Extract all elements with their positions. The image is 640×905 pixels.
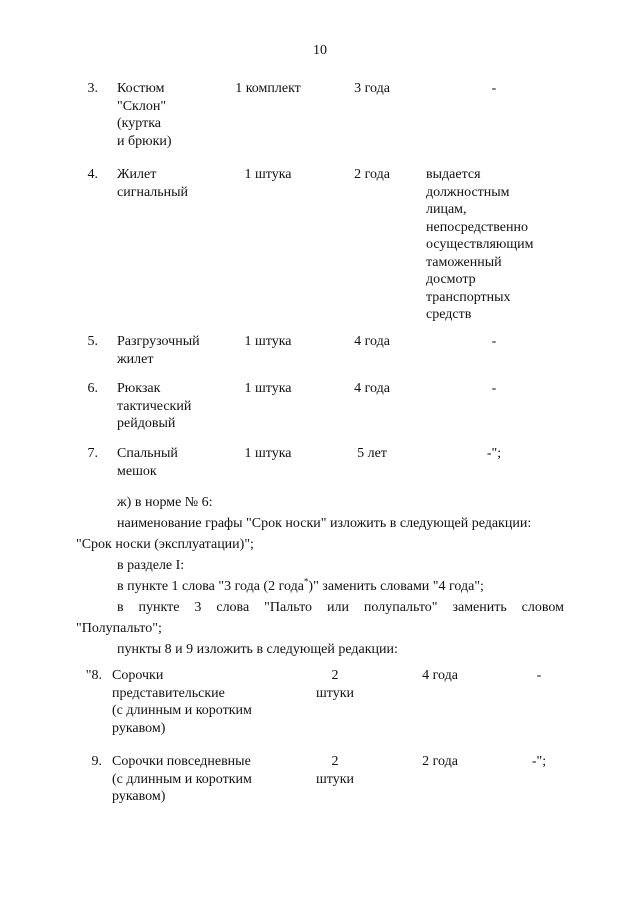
item-term: 2 года xyxy=(422,754,458,769)
item-quantity: 1 штука xyxy=(244,167,292,182)
item-term: 3 года xyxy=(354,81,390,96)
paragraph: в пункте 1 слова "3 года (2 года*)" заменить словами "4 года"; xyxy=(117,576,484,594)
row-number: 6. xyxy=(87,381,98,396)
item-name: Сорочки представительские (с длинным и коротким рукавом) xyxy=(112,668,252,736)
row-number: 4. xyxy=(87,167,98,182)
item-name: Костюм "Склон" (куртка и брюки) xyxy=(117,81,172,149)
paragraph: пункты 8 и 9 изложить в следующей редакции: xyxy=(117,642,398,657)
paragraph: в разделе I: xyxy=(117,558,185,573)
item-note: - xyxy=(536,668,542,683)
row-number: "8. xyxy=(85,668,102,683)
item-quantity: 1 штука xyxy=(244,381,292,396)
item-term: 4 года xyxy=(422,668,458,683)
item-quantity: 2 штуки xyxy=(315,754,354,787)
item-note: - xyxy=(491,381,497,396)
row-number: 5. xyxy=(87,334,98,349)
paragraph: ж) в норме № 6: xyxy=(117,495,213,510)
row-number: 9. xyxy=(91,754,102,769)
item-quantity: 1 штука xyxy=(244,334,292,349)
item-name: Рюкзак тактический рейдовый xyxy=(117,381,192,431)
paragraph: "Полупальто"; xyxy=(76,621,162,636)
item-quantity: 2 штуки xyxy=(315,668,354,701)
item-term: 4 года xyxy=(354,334,390,349)
row-number: 7. xyxy=(87,446,98,461)
item-note: - xyxy=(491,334,497,349)
item-term: 2 года xyxy=(354,167,390,182)
item-term: 4 года xyxy=(354,381,390,396)
item-name: Жилет сигнальный xyxy=(117,167,189,200)
item-name: Разгрузочный жилет xyxy=(117,334,200,367)
item-quantity: 1 штука xyxy=(244,446,292,461)
item-note: -"; xyxy=(486,446,502,461)
page-number: 10 xyxy=(313,43,327,58)
paragraph: "Срок носки (эксплуатации)"; xyxy=(76,537,254,552)
item-name: Сорочки повседневные (с длинным и коротким рукавом) xyxy=(112,754,252,804)
item-quantity: 1 комплект xyxy=(235,81,301,96)
row-number: 3. xyxy=(87,81,98,96)
paragraph: в пункте 3 слова "Пальто или полупальто" заменить словом xyxy=(117,600,564,615)
item-note: -"; xyxy=(531,754,547,769)
item-note: - xyxy=(491,81,497,96)
paragraph: наименование графы "Срок носки" изложить в следующей редакции: xyxy=(117,516,532,531)
item-name: Спальный мешок xyxy=(117,446,178,479)
item-term: 5 лет xyxy=(357,446,387,461)
item-note: выдается должностным лицам, непосредственно осуществляющим таможенный досмотр транспортных средств xyxy=(426,167,534,322)
